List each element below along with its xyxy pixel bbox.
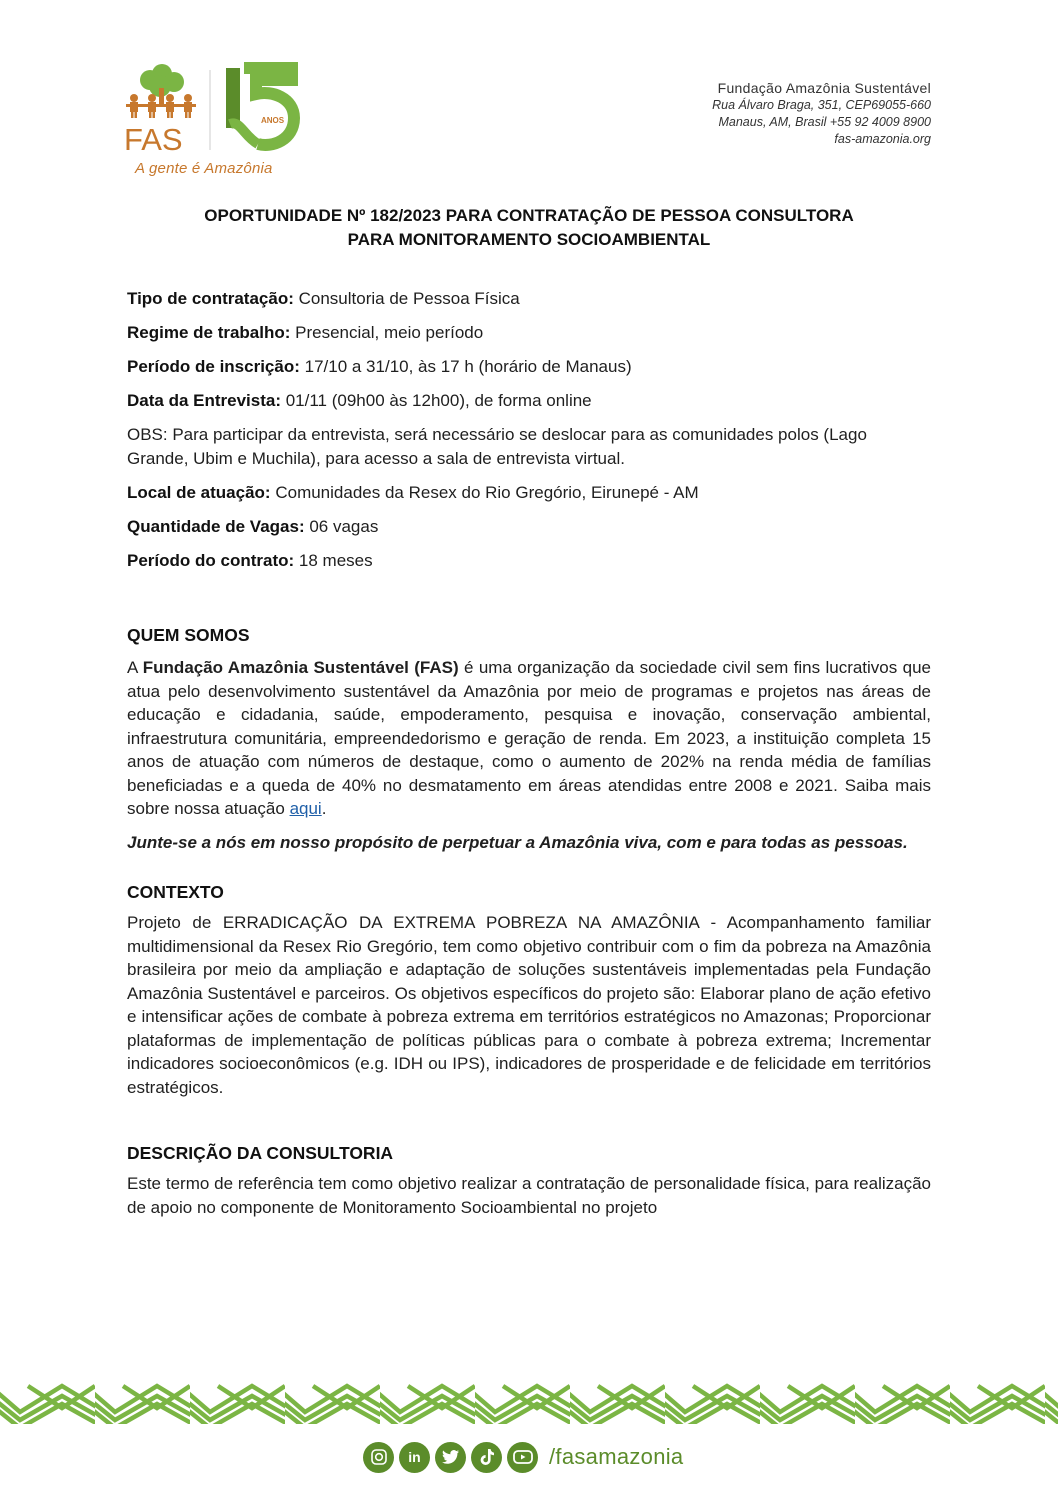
field-value: 17/10 a 31/10, às 17 h (horário de Manaus): [299, 357, 632, 376]
social-links: [363, 1441, 683, 1473]
field-label: Tipo de contratação:: [127, 289, 294, 308]
field-value: Presencial, meio período: [290, 323, 484, 342]
field-data-entrevista: [127, 389, 931, 413]
org-name: Fundação Amazônia Sustentável: [717, 80, 931, 96]
body-text: é uma organização da sociedade civil sem fins lucrativos que atua pelo desenvolvimento sustentável da Amazônia por meio de programas e projetos nas áreas de educação e cidadania, saúde, empoderamento, pesquisa e inovação, conservação ambiental, infraestrutura comunitária, empreendedorismo e geração de renda. Em 2023, a instituição completa 15 anos de atuação com números de destaque, como o aumento de 202% na renda média de famílias beneficiadas e a queda de 40% no desmatamento em áreas atendidas entre 2008 e 2021. Saiba mais sobre nossa atuação: [127, 658, 931, 818]
document-title: [127, 204, 931, 252]
field-label: Período de inscrição:: [127, 357, 300, 376]
document-body: [127, 287, 931, 1219]
logo-fas-text: FAS: [124, 122, 183, 157]
org-address: Rua Álvaro Braga, 351, CEP69055-660: [712, 98, 931, 112]
org-city-phone: Manaus, AM, Brasil +55 92 4009 8900: [718, 115, 931, 129]
quem-somos-paragraph: [127, 656, 931, 821]
field-regime-trabalho: [127, 321, 931, 345]
field-value: Comunidades da Resex do Rio Gregório, Eirunepé - AM: [270, 483, 699, 502]
section-heading-contexto: CONTEXTO: [127, 882, 224, 902]
field-label: Regime de trabalho:: [127, 323, 291, 342]
field-value: Consultoria de Pessoa Física: [293, 289, 520, 308]
field-value: 06 vagas: [304, 517, 379, 536]
tree-icon: [140, 64, 184, 106]
twitter-icon[interactable]: [435, 1442, 466, 1473]
title-line-2: PARA MONITORAMENTO SOCIOAMBIENTAL: [347, 230, 711, 249]
field-label: Período do contrato:: [127, 551, 295, 570]
intro-text: A: [127, 658, 143, 677]
youtube-icon[interactable]: [507, 1442, 538, 1473]
org-name-bold: Fundação Amazônia Sustentável (FAS): [142, 658, 459, 677]
obs-note: OBS: Para participar da entrevista, será necessário se deslocar para as comunidades polos (Lago Grande, Ubim e Muchila), para acesso a sala de entrevista virtual.: [127, 425, 867, 468]
tiktok-icon[interactable]: [471, 1442, 502, 1473]
field-periodo-contrato: [127, 549, 931, 573]
field-label: Data da Entrevista:: [127, 391, 281, 410]
field-value: 01/11 (09h00 às 12h00), de forma online: [281, 391, 592, 410]
title-line-1: OPORTUNIDADE Nº 182/2023 PARA CONTRATAÇÃO DE PESSOA CONSULTORA: [204, 206, 854, 225]
end-punct: .: [321, 799, 327, 818]
section-heading-quem-somos: QUEM SOMOS: [127, 625, 250, 645]
linkedin-icon[interactable]: in: [399, 1442, 430, 1473]
aqui-link[interactable]: aqui: [289, 799, 322, 818]
field-tipo-contratacao: [127, 287, 931, 311]
social-handle[interactable]: /fasamazonia: [549, 1444, 684, 1469]
org-contact-block: [712, 80, 931, 148]
field-periodo-inscricao: [127, 355, 931, 379]
field-quantidade-vagas: [127, 515, 931, 539]
motto: Junte-se a nós em nosso propósito de perpetuar a Amazônia viva, com e para todas as pessoas.: [127, 832, 908, 852]
descricao-paragraph: Este termo de referência tem como objetivo realizar a contratação de personalidade física, para realização de apoio no componente de Monitoramento Socioambiental no projeto: [127, 1174, 931, 1217]
contexto-paragraph: Projeto de ERRADICAÇÃO DA EXTREMA POBREZA NA AMAZÔNIA - Acompanhamento familiar multidimensional da Resex Rio Gregório, tem como objetivo contribuir com o fim da pobreza na Amazônia brasileira por meio da ampliação e adaptação de soluções sustentáveis implementadas pela Fundação Amazônia Sustentável e parceiros. Os objetivos específicos do projeto são: Elaborar plano de ação efetivo e intensificar ações de combate à pobreza extrema em territórios estratégicos no Amazonas; Proporcionar plataformas de implementação de políticas públicas para o combate à pobreza extrema; Incrementar indicadores socioeconômicos (e.g. IDH ou IPS), indicadores de prosperidade e de felicidade em territórios estratégicos.: [127, 913, 931, 1097]
footer-zigzag-pattern: [0, 1382, 1058, 1424]
field-local-atuacao: [127, 481, 931, 505]
field-label: Quantidade de Vagas:: [127, 517, 305, 536]
logo-anos-text: ANOS: [261, 116, 285, 125]
org-website[interactable]: fas-amazonia.org: [834, 132, 931, 146]
tagline: A gente é Amazônia: [135, 160, 273, 177]
field-value: 18 meses: [294, 551, 373, 570]
field-label: Local de atuação:: [127, 483, 271, 502]
instagram-icon[interactable]: [363, 1442, 394, 1473]
section-heading-descricao: DESCRIÇÃO DA CONSULTORIA: [127, 1143, 394, 1163]
